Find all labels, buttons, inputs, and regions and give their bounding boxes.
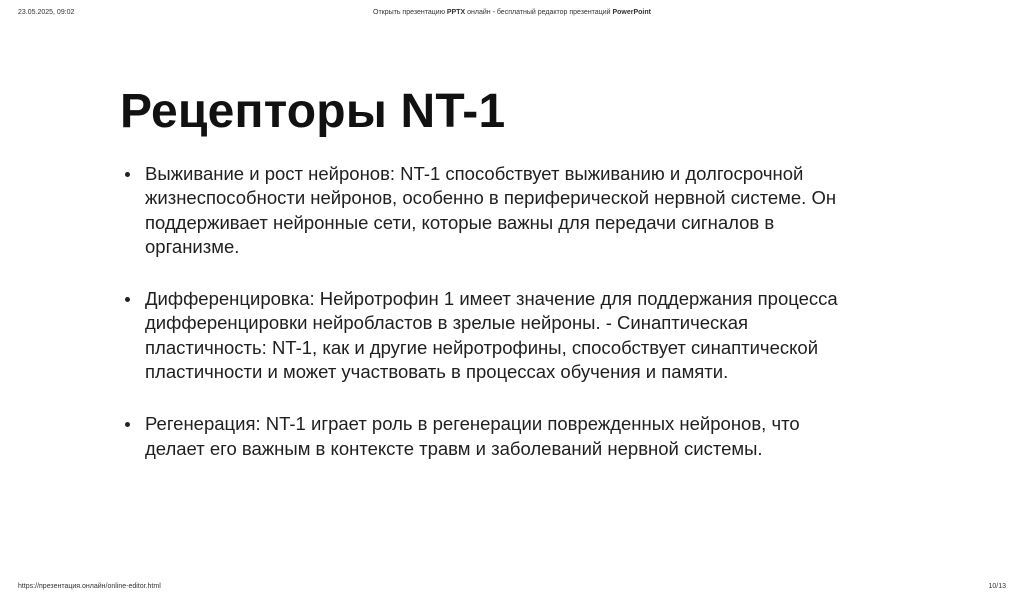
bullet-dot-icon [125,297,130,302]
bullet-item-regeneration [122,412,842,461]
bullet-text: Выживание и рост нейронов: NT-1 способствует выживанию и долгосрочной жизнеспособности нейронов, особенно в периферической нервной системе. Он поддерживает нейронные сети, которые важны для передачи сигналов в организме. [145,163,837,257]
doc-title-app: PowerPoint [612,9,651,16]
print-document-title [0,9,1024,16]
slide-title: Рецепторы NT-1 [120,85,506,138]
bullet-dot-icon [125,422,130,427]
doc-title-middle: онлайн - бесплатный редактор презентаций [465,9,613,16]
doc-title-format: PPTX [446,9,466,16]
page-number: 10/13 [988,583,1006,590]
bullet-list [122,162,842,461]
doc-title-prefix: Открыть презентацию [373,9,447,16]
bullet-item-survival [122,162,842,259]
print-url: https://презентация.онлайн/online-editor.html [18,583,161,590]
print-datetime: 23.05.2025, 09:02 [18,9,75,16]
bullet-text: Дифференцировка: Нейротрофин 1 имеет значение для поддержания процесса дифференцировки нейробластов в зрелые нейроны. - Синаптическая пластичность: NT-1, как и другие нейротрофины, способствует синаптической пластичности и может участвовать в процессах обучения и памяти. [145,288,838,383]
bullet-dot-icon [125,172,130,177]
bullet-text: Регенерация: NT-1 играет роль в регенерации поврежденных нейронов, что делает его важным в контексте травм и заболеваний нервной системы. [145,413,800,459]
bullet-item-differentiation [122,287,842,384]
